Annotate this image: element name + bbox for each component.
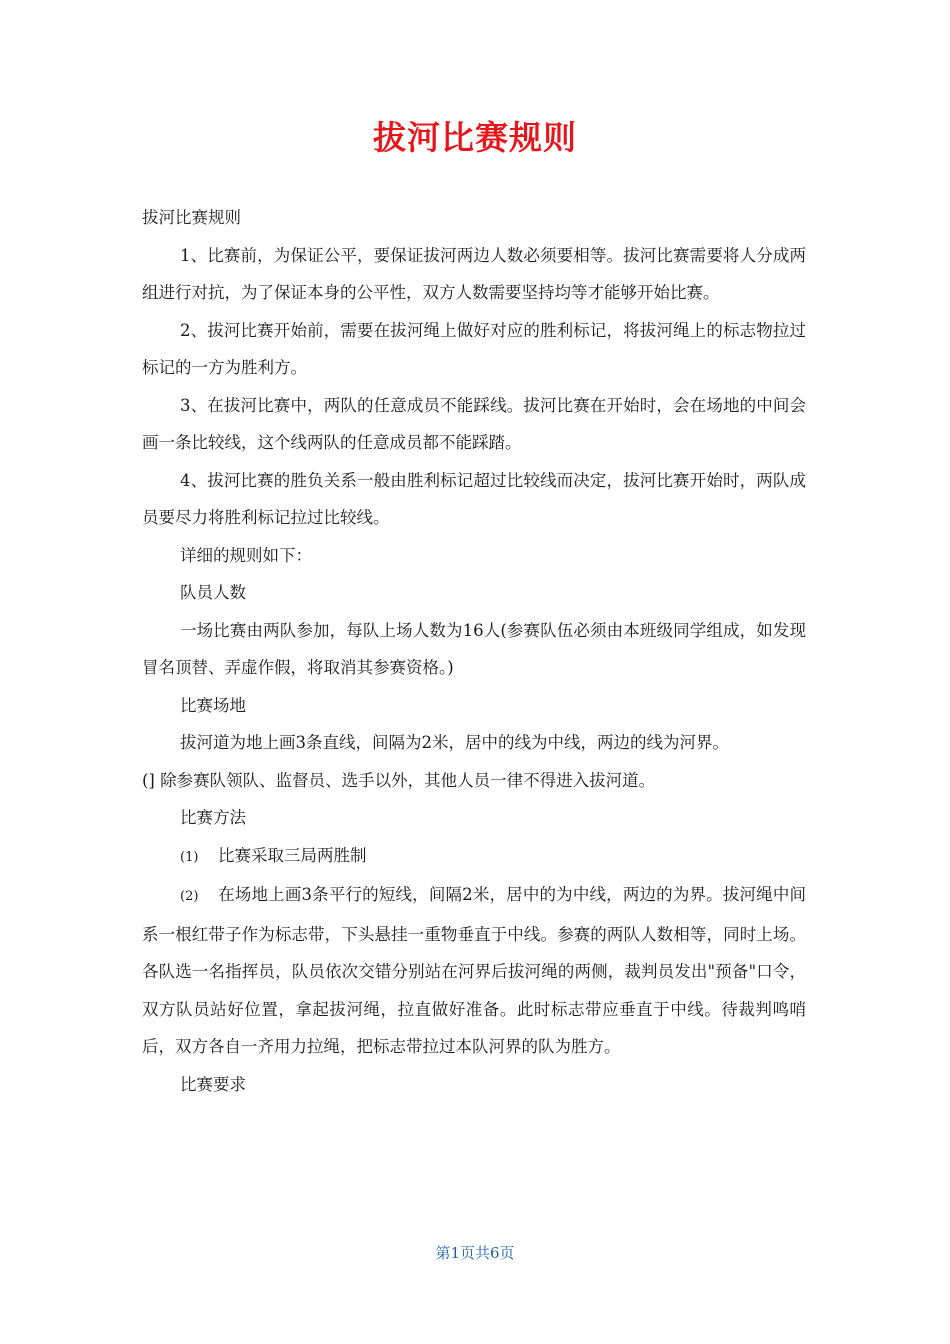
document-title: 拔河比赛规则 bbox=[373, 118, 577, 157]
paragraph: 2、拔河比赛开始前，需要在拔河绳上做好对应的胜利标记，将拔河绳上的标志物拉过标记的一方为胜利方。 bbox=[142, 320, 806, 377]
subtitle: 拔河比赛规则 bbox=[142, 208, 241, 227]
section-heading: 比赛要求 bbox=[180, 1074, 246, 1094]
paragraph: 一场比赛由两队参加，每队上场人数为16人(参赛队伍必须由本班级同学组成，如发现冒名顶替、弄虚作假，将取消其参赛资格。) bbox=[142, 620, 806, 677]
item-number: (1) bbox=[180, 849, 199, 865]
paragraph: 拔河道为地上画3条直线，间隔为2米，居中的线为中线，两边的线为河界。 bbox=[180, 733, 729, 752]
document-body bbox=[142, 199, 806, 1103]
paragraph: 3、在拔河比赛中，两队的任意成员不能踩线。拔河比赛在开始时，会在场地的中间会画一条比较线，这个线两队的任意成员都不能踩踏。 bbox=[142, 395, 806, 452]
method-item bbox=[142, 876, 806, 1066]
method-item bbox=[142, 837, 806, 877]
section-heading: 队员人数 bbox=[180, 583, 246, 602]
section-heading: 比赛场地 bbox=[180, 695, 246, 715]
paragraph: 4、拔河比赛的胜负关系一般由胜利标记超过比较线而决定，拔河比赛开始时，两队成员要尽力将胜利标记拉过比较线。 bbox=[142, 470, 806, 527]
paragraph: 1、比赛前，为保证公平，要保证拔河两边人数必须要相等。拔河比赛需要将人分成两组进行对抗，为了保证本身的公平性，双方人数需要坚持均等才能够开始比赛。 bbox=[142, 245, 806, 302]
page-number: 第1页共6页 bbox=[435, 1244, 515, 1262]
note-paragraph: (] 除参赛队领队、监督员、选手以外，其他人员一律不得进入拔河道。 bbox=[142, 770, 656, 790]
item-number: (2) bbox=[180, 889, 199, 904]
section-heading: 比赛方法 bbox=[180, 808, 246, 827]
details-intro: 详细的规则如下： bbox=[180, 545, 312, 565]
item-text: 在场地上画3条平行的短线，间隔2米，居中的为中线，两边的为界。拔河绳中间系一根红带子作为标志带，下头悬挂一重物垂直于中线。参赛的两队人数相等，同时上场。各队选一名指挥员，队员依次交错分别站在河界后拔河绳的两侧，裁判员发出"预备"口令，双方队员站好位置，拿起拔河绳，拉直做好准备。此时标志带应垂直于中线。待裁判鸣哨后，双方各自一齐用力拉绳，把标志带拉过本队河界的队为胜方。 bbox=[142, 885, 806, 1056]
item-text: 比赛采取三局两胜制 bbox=[218, 845, 367, 865]
